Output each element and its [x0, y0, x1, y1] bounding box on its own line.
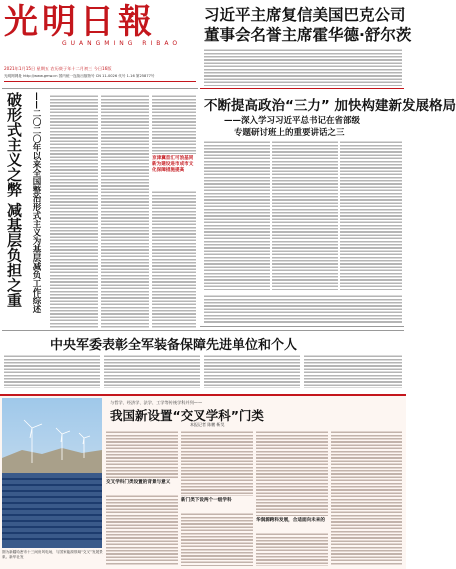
lead-headline-2[interactable]: 董事会名誉主席霍华德·舒尔茨: [204, 26, 412, 44]
mid-text-3: [204, 354, 300, 388]
left-story-text-3a: [152, 94, 196, 154]
masthead: [4, 2, 194, 60]
feature-divider: [200, 326, 404, 327]
left-story-text-1: [50, 94, 98, 328]
lead-headline-1[interactable]: 习近平主席复信美国巴克公司: [204, 6, 406, 24]
pink-text-1a: [106, 430, 178, 478]
mid-text-1: [4, 354, 100, 388]
mid-divider: [2, 330, 404, 331]
pink-subhead-1: 交叉学科门类设置的背景与意义: [106, 480, 171, 485]
vertical-headline[interactable]: 破形式主义之弊 减基层负担之重: [5, 92, 23, 308]
masthead-logo: 光明日報: [4, 2, 156, 42]
feature-text-1: [204, 140, 270, 290]
feature-text-3: [340, 140, 402, 290]
photo-caption: 图为新疆哈密市十三间房风电场，与国家能源领域“交叉”发展景象。新华社发: [2, 550, 103, 559]
mid-text-4: [304, 354, 402, 388]
lead-divider: [200, 88, 404, 89]
pink-subhead-3: 华润源跨科发展，合适面向未来的: [256, 518, 325, 523]
mid-text-2: [104, 354, 200, 388]
wind-farm-photo: [2, 398, 102, 548]
left-story-text-2: [101, 94, 149, 328]
dateline: 2021年1月15日 星期五 农历庚子年十二月初三 今日16版: [4, 66, 112, 71]
lead-story-text: [204, 48, 402, 86]
feature-text-4: [204, 294, 402, 324]
pink-kicker: 与哲学、经济学、法学、工学等传统学科并列——: [110, 400, 203, 405]
mid-headline[interactable]: 中央军委表彰全军装备保障先进单位和个人: [50, 338, 298, 353]
feature-subhead-2: 专题研讨班上的重要讲话之三: [234, 128, 345, 138]
pink-text-4: [331, 430, 402, 566]
feature-subhead-1: ——深入学习习近平总书记在省部级: [224, 116, 361, 126]
masthead-pinyin: GUANGMING RIBAO: [62, 40, 182, 47]
feature-text-2: [272, 140, 338, 290]
pink-subhead-2: 新门类下设两个一级学科: [181, 498, 232, 503]
pink-text-2a: [181, 430, 253, 496]
pink-text-3a: [256, 430, 328, 516]
inner-headline[interactable]: 京津冀首汇可浪基同新为建设进市成市文化保障措施提高: [152, 156, 194, 173]
pink-byline: 本报记者 陈鹏 靳昊: [190, 422, 225, 427]
pink-text-3b: [256, 532, 328, 566]
feature-headline[interactable]: 不断提高政治“三力” 加快构建新发展格局: [204, 98, 456, 114]
site-line: 光明网网址 http://www.gmw.cn 国内统一连续出版物号 CN 11-0026 代号 1-16 第25877号: [4, 74, 196, 82]
pink-headline[interactable]: 我国新设置“交叉学科”门类: [110, 408, 264, 423]
left-divider: [2, 88, 198, 89]
pink-text-2b: [181, 512, 253, 566]
pink-text-1b: [106, 494, 178, 566]
left-story-text-3b: [152, 190, 196, 328]
vertical-subheadline: ——二〇二〇年以来全国整治形式主义为基层减负工作综述: [31, 92, 41, 313]
